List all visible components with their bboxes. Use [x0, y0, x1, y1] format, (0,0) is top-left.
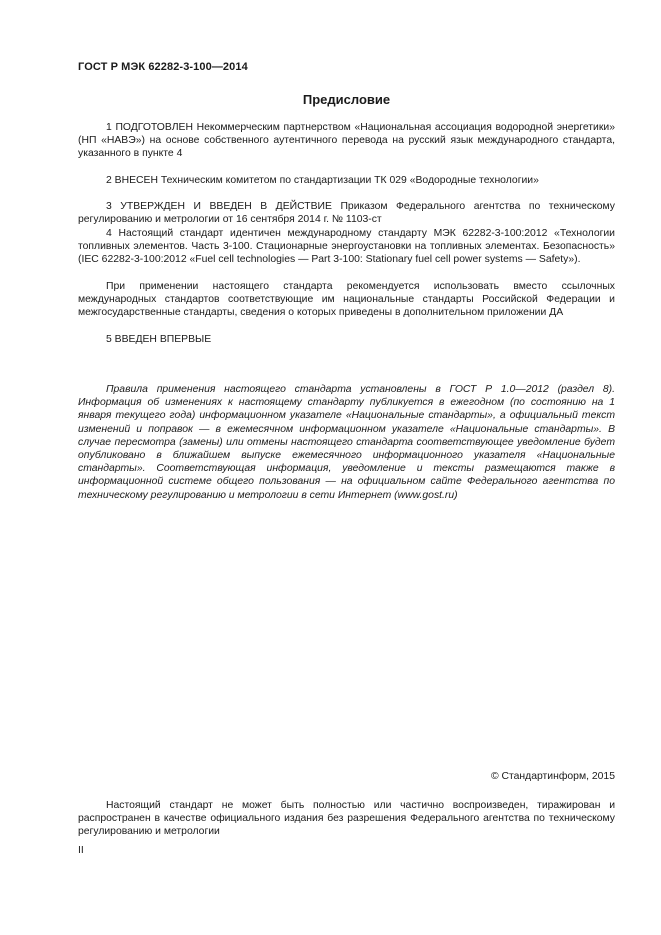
section-3-approved: 3 УТВЕРЖДЕН И ВВЕДЕН В ДЕЙСТВИЕ Приказом Федерального агентства по техническому регулированию и метрологии от 16 сентября 2014 г. № 1103-ст	[78, 201, 615, 226]
section-1-prepared: 1 ПОДГОТОВЛЕН Некоммерческим партнерством «Национальная ассоциация водородной энергетики» (НП «НАВЭ») на основе собственного аутентичного перевода на русский язык международного стандарта, указанного в пункте 4	[78, 122, 615, 160]
application-rules-notice: Правила применения настоящего стандарта установлены в ГОСТ Р 1.0—2012 (раздел 8). Информация об изменениях к настоящему стандарту публикуется в ежегодном (по состоянию на 1 января текущего года) информационном указателе «Национальные стандарты», а официальный текст изменений и поправок — в ежемесячном информационном указателе «Национальные стандарты». В случае пересмотра (замены) или отмены настоящего стандарта соответствующее уведомление будет опубликовано в ближайшем выпуске ежемесячного информационного указателя «Национальные стандарты». Соответствующая информация, уведомление и тексты размещаются также в информационной системе общего пользования — на официальном сайте Федерального агентства по техническому регулированию и метрологии в сети Интернет (www.gost.ru)	[78, 384, 615, 501]
copyright-line: © Стандартинформ, 2015	[490, 771, 615, 782]
page-title: Предисловие	[302, 92, 391, 107]
page-number: II	[78, 845, 84, 856]
reproduction-notice: Настоящий стандарт не может быть полностью или частично воспроизведен, тиражирован и распространен в качестве официального издания без разрешения Федерального агентства по техническому регулированию и метрологии	[78, 800, 615, 838]
section-4-application-note: При применении настоящего стандарта рекомендуется использовать вместо ссылочных международных стандартов соответствующие им национальные стандарты Российской Федерации и межгосударственные стандарты, сведения о которых приведены в дополнительном приложении ДА	[78, 281, 615, 319]
section-2-introduced: 2 ВНЕСЕН Техническим комитетом по стандартизации ТК 029 «Водородные технологии»	[106, 175, 539, 186]
section-5-first-introduced: 5 ВВЕДЕН ВПЕРВЫЕ	[106, 334, 212, 345]
document-code-header: ГОСТ Р МЭК 62282-3-100—2014	[78, 61, 248, 73]
section-4-identical: 4 Настоящий стандарт идентичен международному стандарту МЭК 62282-3-100:2012 «Технологии топливных элементов. Часть 3-100. Стационарные энергоустановки на топливных элементах. Безопасность» (IEC 62282-3-100:2012 «Fuel cell technologies — Part 3-100: Stationary fuel cell power systems — Safety»).	[78, 228, 615, 266]
